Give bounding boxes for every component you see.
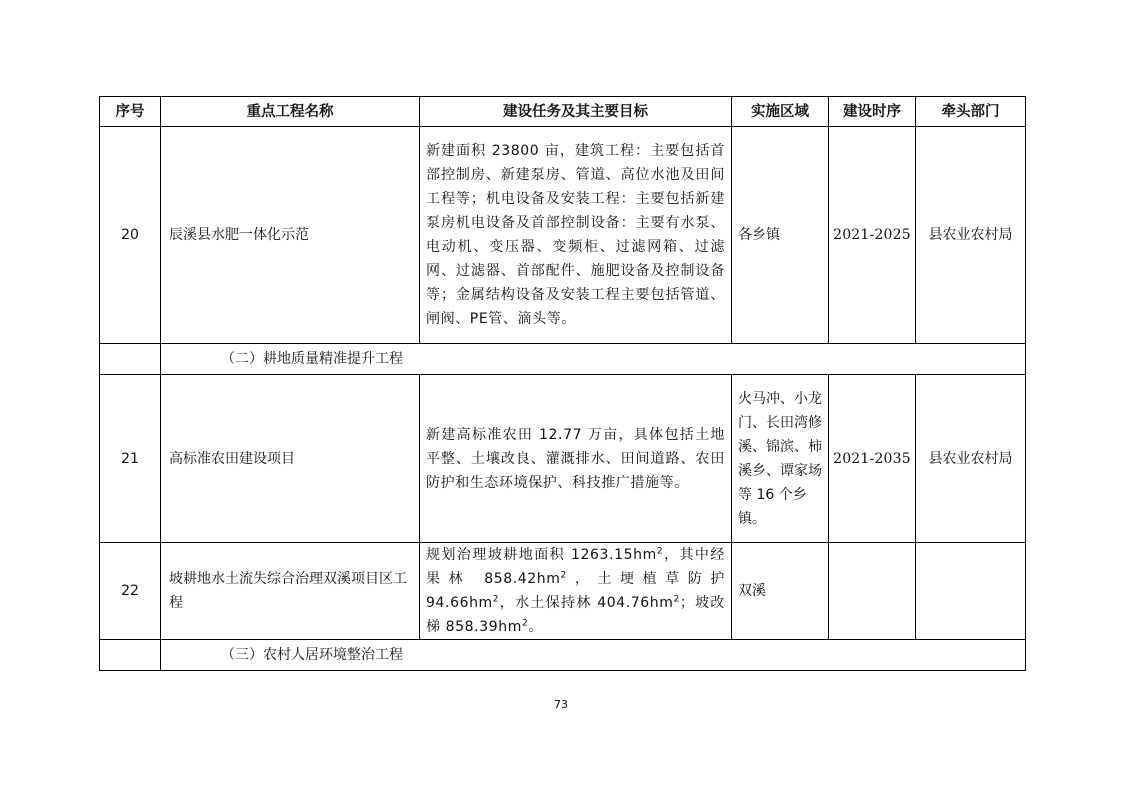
page-number: 73 <box>554 698 568 711</box>
task-part: ，土埂植草防护 94.66hm <box>426 571 725 611</box>
row-project-name: 辰溪县水肥一体化示范 <box>161 127 420 344</box>
header-task: 建设任务及其主要目标 <box>420 97 732 127</box>
table-row <box>100 543 1026 640</box>
row-task-text: 新建面积 23800 亩，建筑工程：主要包括首部控制房、新建泵房、管道、高位水池及田间工程等；机电设备及安装工程：主要包括新建泵房机电设备及首部控制设备：主要有水泵、电动机、变压器、变频柜、过滤网箱、过滤网、过滤器、首部配件、施肥设备及控制设备等；金属结构设备及安装工程主要包括管道、闸阀、PE管、滴头等。 <box>426 143 725 327</box>
row-area: 双溪 <box>732 543 829 640</box>
table-header-row <box>100 97 1026 127</box>
row-task <box>420 127 732 344</box>
task-part: ，水土保持林 404.76hm <box>499 595 674 611</box>
superscript-2: 2 <box>521 618 529 629</box>
header-serial: 序号 <box>100 97 161 127</box>
row-task-text <box>426 543 725 639</box>
row-task-text: 新建高标准农田 12.77 万亩，具体包括土地平整、土壤改良、灌溉排水、田间道路、农田防护和生态环境保护、科技推广措施等。 <box>426 426 725 491</box>
superscript-2: 2 <box>560 570 567 581</box>
row-time: 2021-2035 <box>829 375 916 543</box>
row-time: 2021-2025 <box>829 127 916 344</box>
row-time <box>829 543 916 640</box>
row-task <box>420 375 732 543</box>
header-dept: 牵头部门 <box>916 97 1026 127</box>
header-project-name: 重点工程名称 <box>161 97 420 127</box>
table-row <box>100 127 1026 344</box>
row-area: 火马冲、小龙门、长田湾修溪、锦滨、柿溪乡、谭家场等 16 个乡镇。 <box>732 375 829 543</box>
section-serial-cell <box>100 344 161 375</box>
section-row <box>100 344 1026 375</box>
task-part: ，其中经果林 858.42hm <box>426 547 725 587</box>
row-serial: 22 <box>100 543 161 640</box>
row-project-name: 坡耕地水土流失综合治理双溪项目区工程 <box>161 543 420 640</box>
row-dept: 县农业农村局 <box>916 375 1026 543</box>
task-part: 规划治理坡耕地面积 1263.15hm <box>426 547 657 563</box>
table-row <box>100 375 1026 543</box>
project-table <box>99 96 1026 671</box>
section-serial-cell <box>100 640 161 671</box>
task-part: 。 <box>528 619 543 635</box>
section-label: （二）耕地质量精准提升工程 <box>161 344 1026 375</box>
row-serial: 21 <box>100 375 161 543</box>
row-area: 各乡镇 <box>732 127 829 344</box>
section-row <box>100 640 1026 671</box>
row-serial: 20 <box>100 127 161 344</box>
row-dept: 县农业农村局 <box>916 127 1026 344</box>
superscript-2: 2 <box>492 594 500 605</box>
superscript-2: 2 <box>673 594 680 605</box>
row-task <box>420 543 732 640</box>
row-project-name: 高标准农田建设项目 <box>161 375 420 543</box>
row-dept <box>916 543 1026 640</box>
section-label: （三）农村人居环境整治工程 <box>161 640 1026 671</box>
header-area: 实施区域 <box>732 97 829 127</box>
header-time: 建设时序 <box>829 97 916 127</box>
superscript-2: 2 <box>656 546 664 557</box>
task-part: ；坡改梯 858.39hm <box>426 595 725 635</box>
